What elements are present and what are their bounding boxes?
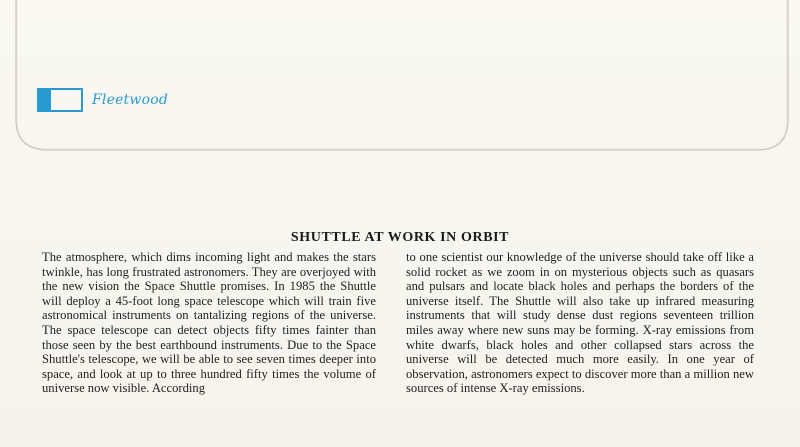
article-column-right: to one scientist our knowledge of the universe should take off like a solid rocket as we zoom in on mysterious objects such as quasars and pulsars and locate black holes and perhaps the borders of the universe itself. The Shuttle will also take up infrared measuring instruments that will study dense dust regions seventeen trillion miles away where new suns may be forming. X-ray emissions from white dwarfs, black holes and other collapsed stars across the universe will be detected much more easily. In one year of observation, astronomers expect to discover more than a million new sources of intense X-ray emissions. [406, 250, 754, 396]
logo-mark-icon [37, 88, 83, 112]
logo-brand-text: Fleetwood [92, 92, 168, 108]
article-title: SHUTTLE AT WORK IN ORBIT [290, 230, 510, 245]
article-column-left: The atmosphere, which dims incoming light and makes the stars twinkle, has long frustrated astronomers. They are overjoyed with the new vision the Space Shuttle promises. In 1985 the Shuttle will deploy a 45-foot long space telescope which will train five astronomical instruments on tantalizing regions of the universe. The space telescope can detect objects fifty times fainter than those seen by the best earthbound instruments. Due to the Space Shuttle's telescope, we will be able to see seven times deeper into space, and look at up to three hundred fifty times the volume of universe now visible. According [42, 250, 376, 396]
fleetwood-logo [37, 88, 168, 112]
